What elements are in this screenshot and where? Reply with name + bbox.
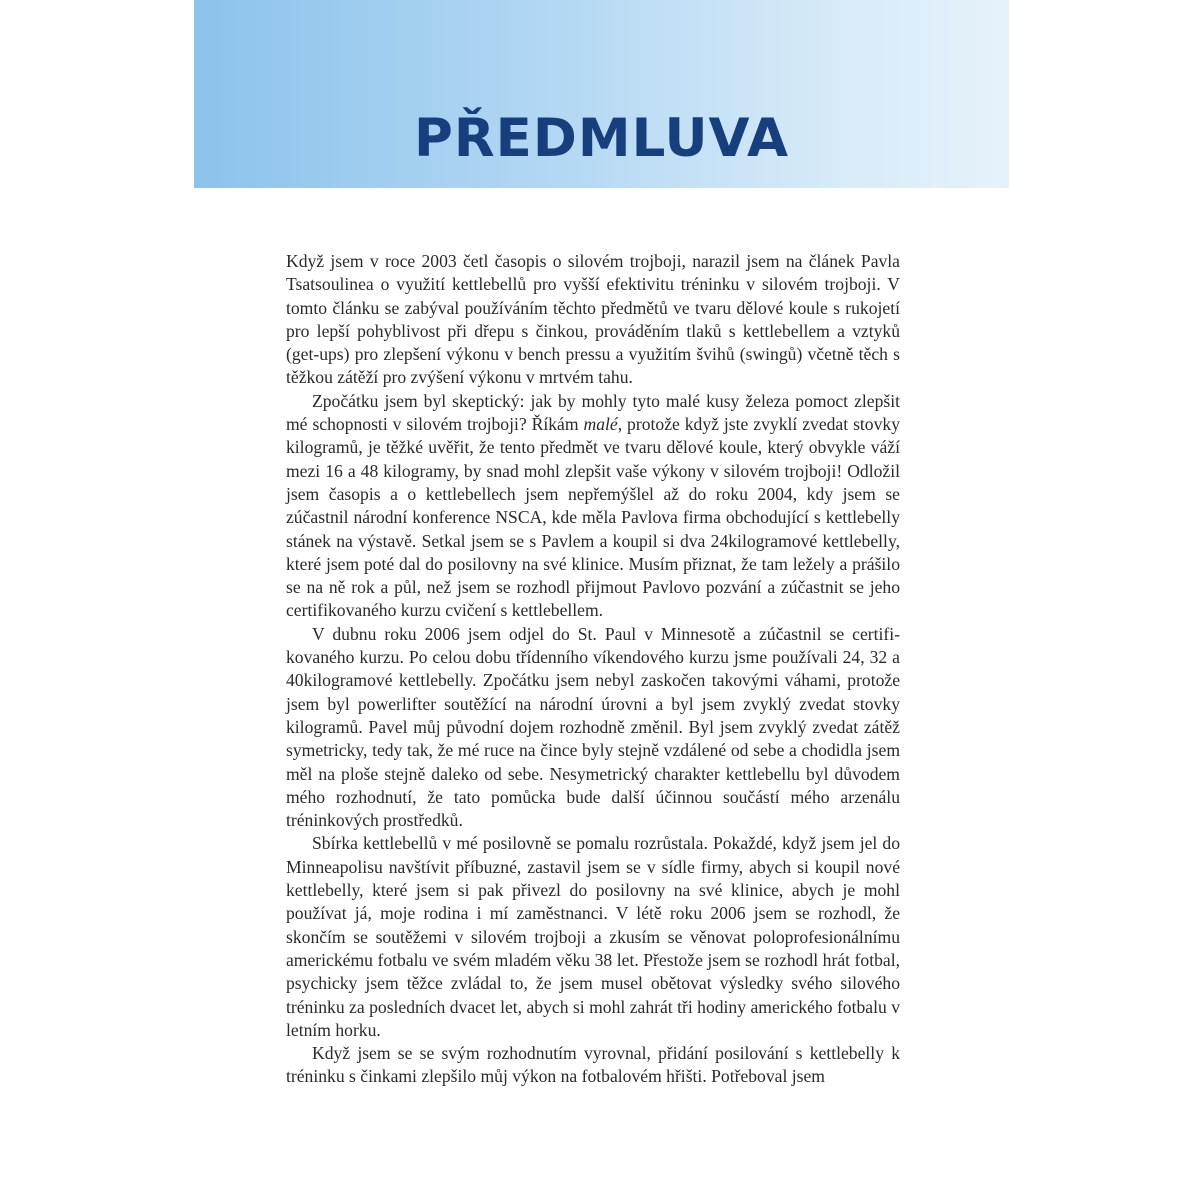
paragraph-2-part-1: Zpočátku jsem byl skeptický: jak by mohly tyto malé kusy železa pomoct zlepšit mé schopnosti v silovém trojboji? Říkám (286, 390, 900, 435)
paragraph-5: Když jsem se se svým rozhodnutím vyrovnal, přidání posilování s kettlebelly k tréninku s činkami zlepšilo můj výkon na fotbalovém hřišti. Potřeboval jsem (286, 1043, 900, 1087)
paragraph-2 (286, 390, 900, 623)
paragraph-1: Když jsem v roce 2003 četl časopis o silovém trojboji, narazil jsem na článek Pavla Tsatsoulinea o využití kettlebellů pro vyšší efektivitu tréninku v silovém trojboji. V tomto článku se zabýval používáním těchto předmětů ve tvaru dělové koule s rukojetí pro lepší pohyblivost při dřepu s činkou, prováděním tlaků s kettlebellem a vztyků (get-ups) pro zlepšení výkonu v bench pressu a využitím švihů (swingů) včetně těch s těžkou zátěží pro zvýšení výkonu v mrtvém tahu. (286, 251, 900, 388)
chapter-header-band (194, 0, 1009, 188)
paragraph-3: V dubnu roku 2006 jsem odjel do St. Paul v Minnesotě a zúčastnil se certifikovaného kurzu. Po celou dobu třídenního víkendového kurzu jsme používali 24, 32 a 40kilogramové kettlebelly. Zpočátku jsem nebyl zaskočen takovými váhami, protože jsem byl powerlifter soutěžící na národní úrovni a byl jsem zvyklý zvedat stovky kilogramů. Pavel můj původní dojem rozhodně změnil. Byl jsem zvyklý zvedat zátěž symetricky, tedy tak, že mé ruce na čince byly stejně vzdálené od sebe a chodidla jsem měl na ploše stejně daleko od sebe. Nesymetrický charakter kettlebellu byl důvodem mého rozhodnutí, že tato pomůcka bude další účinnou součástí mého arzenálu tréninkových prostředků. (286, 623, 900, 831)
body-text (286, 250, 900, 1089)
chapter-title: PŘEDMLUVA (414, 108, 789, 169)
paragraph-4: Sbírka kettlebellů v mé posilovně se pomalu rozrůstala. Pokaždé, když jsem jel do Minneapolisu navštívit příbuzné, zastavil jsem se v sídle firmy, abych si koupil nové kettlebelly, které jsem si pak přivezl do posilovny na své klinice, abych je mohl používat já, moje rodina i mí zaměstnanci. V létě roku 2006 jsem se rozhodl, že skončím se soutěžemi v silovém trojboji a zkusím se věnovat poloprofesionálnímu americkému fotbalu ve svém mladém věku 38 let. Přestože jsem se rozhodl hrát fotbal, psychicky jsem těžce zvládal to, že jsem musel obětovat výsledky svého silového tréninku za posledních dvacet let, abych si mohl zahrát tři hodiny amerického fotbalu v letním horku. (286, 833, 900, 1040)
paragraph-2-part-2: , protože když jste zvyklí zvedat stovky kilogramů, je těžké uvěřit, že tento předmět ve tvaru dělové koule, který obvykle váží mezi 16 a 48 kilogramy, by snad mohl zlepšit vaše výkony v silovém trojboji! Odložil jsem časopis a o kettlebellech jsem nepřemýšlel až do roku 2004, kdy jsem se zúčastnil národní konference NSCA, kde měla Pavlova firma obchodující s kettlebelly stánek na výstavě. Setkal jsem se s Pavlem a koupil si dva 24kilogramové kettlebelly, které jsem poté dal do posilovny na své klinice. Musím přiznat, že tam ležely a prášilo se na ně rok a půl, než jsem se rozhodl přijmout Pavlovo pozvání a zúčastnit se jeho certifikovaného kurzu cvičení s kettlebellem. (286, 414, 900, 621)
emphasis-male: malé (583, 414, 618, 435)
